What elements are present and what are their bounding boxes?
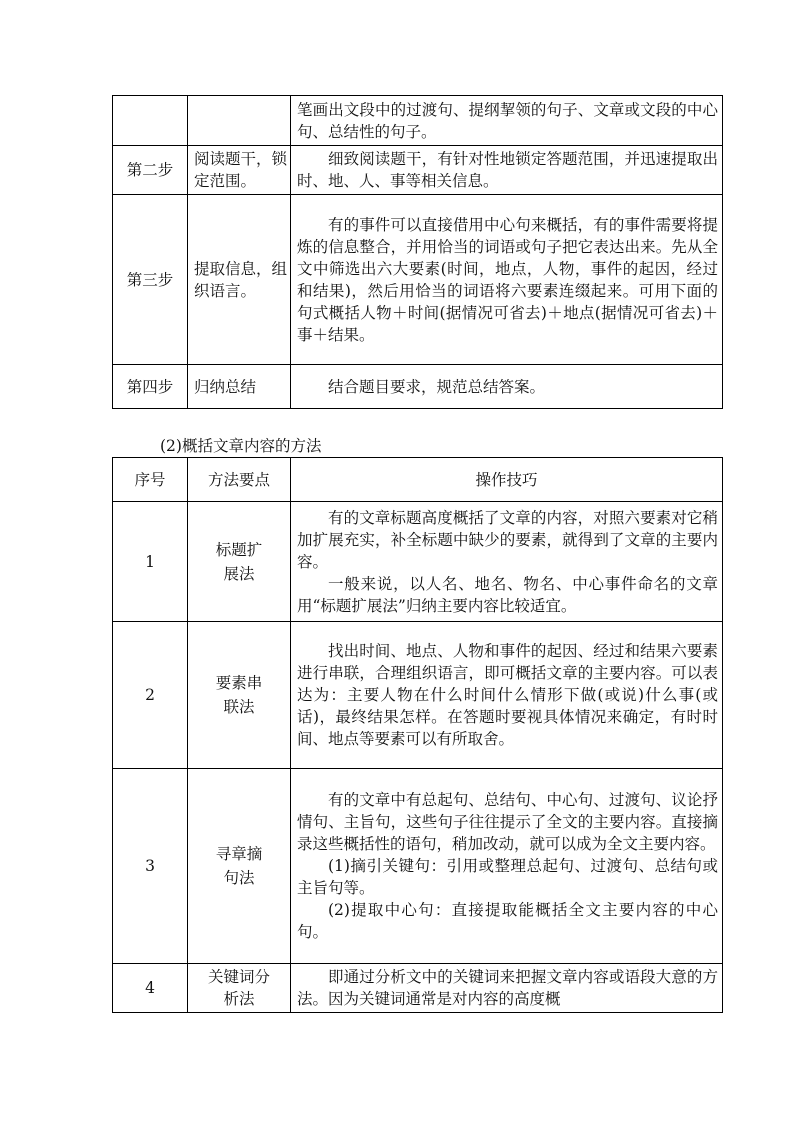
column-header-method: 方法要点 <box>188 458 291 502</box>
step-cell: 第三步 <box>113 195 188 365</box>
method-name <box>188 769 291 964</box>
method-name-text: 关键词分析法 <box>207 968 270 1008</box>
step-label <box>188 96 291 146</box>
method-name <box>188 964 291 1013</box>
steps-table <box>112 95 723 409</box>
technique-paragraph: 即通过分析文中的关键词来把握文章内容或语段大意的方法。因为关键词通常是对内容的高度概 <box>297 968 718 1008</box>
methods-table <box>112 457 723 1013</box>
column-header-number: 序号 <box>113 458 188 502</box>
table-row <box>113 96 723 146</box>
step-cell <box>113 96 188 146</box>
step-description-text: 结合题目要求，规范总结答案。 <box>328 377 546 396</box>
method-technique <box>291 964 723 1013</box>
step-description-text: 笔画出文段中的过渡句、提纲挈领的句子、文章或文段的中心句、总结性的句子。 <box>297 100 718 141</box>
method-name-text: 要素串联法 <box>215 674 263 716</box>
step-description <box>291 365 723 409</box>
step-description-text: 细致阅读题干，有针对性地锁定答题范围，并迅速提取出时、地、人、事等相关信息。 <box>297 150 718 190</box>
table-row <box>113 502 723 622</box>
table-row <box>113 769 723 964</box>
step-description <box>291 146 723 195</box>
method-number: 2 <box>113 622 188 769</box>
table-row <box>113 146 723 195</box>
technique-paragraph: (1)摘引关键句：引用或整理总起句、过渡句、总结句或主旨句等。 <box>297 857 718 897</box>
method-technique <box>291 769 723 964</box>
table-header-row <box>113 458 723 502</box>
step-cell: 第四步 <box>113 365 188 409</box>
table-row <box>113 365 723 409</box>
step-label: 提取信息，组织语言。 <box>188 195 291 365</box>
method-name <box>188 622 291 769</box>
step-description <box>291 96 723 146</box>
technique-paragraph: (2)提取中心句：直接提取能概括全文主要内容的中心句。 <box>297 901 718 941</box>
step-label: 归纳总结 <box>188 365 291 409</box>
method-technique <box>291 622 723 769</box>
section-title: (2)概括文章内容的方法 <box>160 437 322 455</box>
technique-paragraph: 一般来说，以人名、地名、物名、中心事件命名的文章用“标题扩展法”归纳主要内容比较适宜。 <box>297 574 718 615</box>
table-row <box>113 195 723 365</box>
table-row <box>113 622 723 769</box>
method-number: 1 <box>113 502 188 622</box>
technique-paragraph: 有的文章标题高度概括了文章的内容，对照六要素对它稍加扩展充实，补全标题中缺少的要素，就得到了文章的主要内容。 <box>297 508 718 571</box>
method-technique <box>291 502 723 622</box>
column-header-technique: 操作技巧 <box>291 458 723 502</box>
step-label: 阅读题干，锁定范围。 <box>188 146 291 195</box>
method-number: 4 <box>113 964 188 1013</box>
step-description-text: 有的事件可以直接借用中心句来概括，有的事件需要将提炼的信息整合，并用恰当的词语或句子把它表达出来。先从全文中筛选出六大要素(时间，地点，人物，事件的起因，经过和结果)，然后用恰当的词语将六要素连缀起来。可用下面的句式概括人物＋时间(据情况可省去)＋地点(据情况可省去)＋事＋结果。 <box>297 215 718 344</box>
table-row <box>113 964 723 1013</box>
technique-paragraph: 有的文章中有总起句、总结句、中心句、过渡句、议论抒情句、主旨句，这些句子往往提示了全文的主要内容。直接摘录这些概括性的语句，稍加改动，就可以成为全文主要内容。 <box>297 791 718 853</box>
method-number: 3 <box>113 769 188 964</box>
method-name-text: 标题扩展法 <box>215 540 263 583</box>
method-name-text: 寻章摘句法 <box>215 845 263 887</box>
method-name <box>188 502 291 622</box>
step-cell: 第二步 <box>113 146 188 195</box>
technique-paragraph: 找出时间、地点、人物和事件的起因、经过和结果六要素进行串联，合理组织语言，即可概括文章的主要内容。可以表达为：主要人物在什么时间什么情形下做(或说)什么事(或话)，最终结果怎样。在答题时要视具体情况来确定，有时时间、地点等要素可以有所取舍。 <box>297 642 718 748</box>
step-description <box>291 195 723 365</box>
